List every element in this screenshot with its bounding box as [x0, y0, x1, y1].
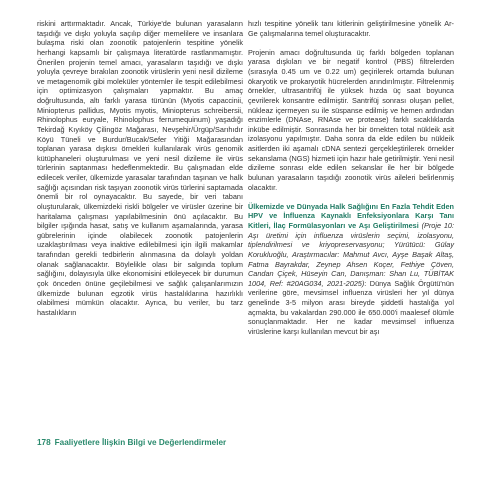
project-body: : Dünya Sağlık Örgütü'nün verilerine göre, mevsimsel influenza virüsleri her yıl dünya genelinde 3-5 milyon arası bireyde şiddetli hastalığa yol açmakta, bu vakalardan 290.000 ile 650.000'i maalesef ölümle sonuçlanmaktadır. Her ne kadar mevsimsel influenza virüslerine karşı kullanılan mevcut bir aşı — [248, 278, 454, 336]
body-paragraph: Projenin amacı doğrultusunda üç farklı bölgeden toplanan yarasa dışkıları ve bir negatif kontrol (PBS) filtrelerden (sırasıyla 0.45 um ve 0.22 um) geçirilerek ortamda bulunan ökaryotik ve prokaryotik hücrelerden arındırılmıştır. Filtrelenmiş örnekler, ultrasantrifüj ile yüksek hızda üç saat boyunca çevrilerek konsantre edilmiştir. Santrifüj sonrası oluşan pellet, nükleaz içermeyen su ile süspanse edilmiş ve hemen ardından enzimlerle (DNAse, RNAse ve protease) farklı sıcaklıklarda inkübe edilmiştir. Sonrasında her bir örnekten total nükleik asit izolasyonu yapılmıştır. Daha sonra da elde edilen bu nükleik asitlerden iki aşamalı cDNA sentezi gerçekleştirilerek örnekler sekanslama (NGS) hizmeti için hazır hale getirilmiştir. Yeni nesil dizileme sonrası elde edilen sekanslar ile her bir bölgede bulunan yarasaların taşıdığı zoonotik virüs aileleri belirlenmiş olacaktır. — [248, 47, 454, 192]
left-column — [37, 19, 243, 317]
paragraph-spacer — [248, 192, 454, 202]
page-number: 178 — [37, 438, 51, 447]
page-footer — [37, 438, 226, 447]
body-paragraph: riskini arttırmaktadır. Ancak, Türkiye'de bulunan yarasaların taşıdığı ve dışkı yoluyla saçılıp diğer memelilere ve insanlara bulaşma riski olan zoonotik patojenlerin tespitine yönelik herhangi kapsamlı bir çalışmaya literatürde rastlanmamıştır. Önerilen projenin temel amacı, yarasaların taşıdığı ve dışkı yoluyla çevreye bırakılan zoonotik virüslerin yeni nesil dizileme ve metagenomik gibi moleküler yöntemler ile tespit edilebilmesi için optimizasyon çalışmaları yapmaktır. Bu amaç doğrultusunda, altı farklı yarasa türünün (Myotis capaccinii, Miniopterus pallidus, Myotis myotis, Miniopterus schreibersii, Rhinolophus euryale, Rhinolophus ferrumequinum) yaşadığı Tekirdağ Kıyıköy Çilingöz Mağarası, Nevşehir/Ürgüp/Sarıhıdır Köyü Tüneli ve Burdur/Bucak/Sefer Yitiği Mağarasından toplanan yarasa dışkısı örnekleri kullanılarak virüs genomik kütüphaneleri oluşturulması ve yeni nesil dizileme ile virüs türlerinin saptanması hedeflenmektedir. Bu çalışmadan elde edilecek veriler, ülkemizde yarasalar tarafından taşınan ve halk sağlığı açısından risk taşıyan zoonotik virüs türlerini saptamada önemli bir rol oynayacaktır. Bu sayede, bir veri tabanı oluşturularak, ülkemizdeki riskli bölgeler ve virüsler üzerine bir haritalama çalışması yapılabilmesinin önü açılacaktır. Bu bilgiler ışığında hasat, satış ve kullanım aşamalarında, yarasa gübrelerinin içinde olabilecek zoonotik patojenlerin uzaklaştırılması veya inaktive edilebilmesi için ilgili makamlar tarafından gerekli tedbirlerin alınmasına da dolaylı yoldan olanak sağlanacaktır. Böylelikle olası bir salgında toplum sağlığını, dolayısıyla ülke ekonomisini etkileyecek bir durumun çok önceden önüne geçilebilmesi ve sağlık çalışanlarımızın ülkemizde bulunan egzotik virüs hastalıklarına hazırlıklı olabilmesi mümkün olacaktır. Ayrıca, bu veriler, bu tarz hastalıkların — [37, 19, 243, 317]
paragraph-spacer — [248, 38, 454, 48]
body-paragraph: hızlı tespitine yönelik tanı kitlerinin geliştirilmesine yönelik Ar-Ge çalışmalarına temel oluşturacaktır. — [248, 19, 454, 38]
section-heading: Ülkemizde ve Dünyada Halk Sağlığını En Fazla Tehdit Eden HPV ve İnfluenza Kaynaklı Enfeksiyonlara Karşı Tanı Kitleri, İlaç Formülasyonları ve Aşı Geliştirilmesi — [248, 201, 454, 231]
right-column — [248, 19, 454, 337]
project-paragraph — [248, 202, 454, 337]
project-info: (Proje 10: Aşı üretimi için influenza virüslerin seçimi, izolasyonu, tiplendirilmesi ve kriyopreservasyonu; Yürütücü: Gülay Korukluoğlu, Araştırmacılar: Mahmut Avcı, Ayşe Başak Altaş, Fatma Bayrakdar, Zeynep Ahsen Koçer, Fethiye Çöven, Candan Çiçek, Hüseyin Can, Danışman: Shan Lu, TÜBİTAK 1004, Ref: #20AG034, 2021-2025) — [248, 221, 454, 288]
footer-title: Faaliyetlere İlişkin Bilgi ve Değerlendirmeler — [54, 438, 227, 447]
